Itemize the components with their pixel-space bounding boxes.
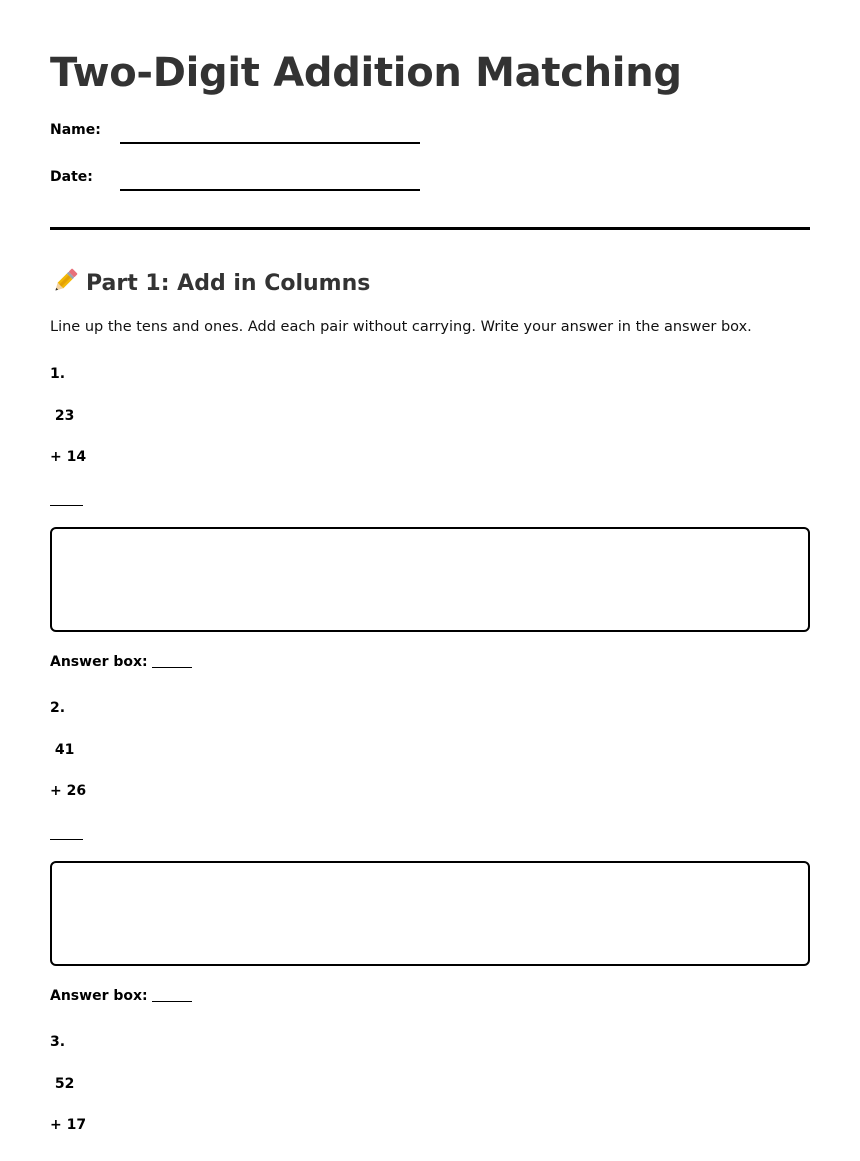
section-title: Part 1: Add in Columns bbox=[86, 271, 371, 296]
answer-box-label bbox=[50, 988, 192, 1004]
pencil-icon bbox=[50, 266, 80, 296]
problem-top-addend: 52 bbox=[50, 1076, 75, 1092]
problem-number: 2. bbox=[50, 700, 66, 716]
problem-top-addend: 23 bbox=[50, 408, 75, 424]
answer-blank[interactable] bbox=[152, 667, 192, 668]
instructions-text: Line up the tens and ones. Add each pair without carrying. Write your answer in the answer box. bbox=[50, 319, 752, 335]
answer-box-text: Answer box: bbox=[50, 654, 148, 670]
name-label: Name: bbox=[50, 122, 101, 138]
sum-line bbox=[50, 839, 83, 840]
problem-number: 3. bbox=[50, 1034, 66, 1050]
work-area-input[interactable] bbox=[50, 861, 810, 966]
answer-box-label bbox=[50, 654, 192, 670]
sum-line bbox=[50, 505, 83, 506]
name-field[interactable] bbox=[120, 142, 420, 144]
problem-bottom-addend: + 14 bbox=[50, 449, 87, 465]
date-field[interactable] bbox=[120, 189, 420, 191]
problem-number: 1. bbox=[50, 366, 66, 382]
answer-blank[interactable] bbox=[152, 1001, 192, 1002]
answer-box-text: Answer box: bbox=[50, 988, 148, 1004]
date-label: Date: bbox=[50, 169, 93, 185]
problem-top-addend: 41 bbox=[50, 742, 75, 758]
date-field-row bbox=[50, 169, 430, 193]
problem-bottom-addend: + 17 bbox=[50, 1117, 87, 1133]
problem-bottom-addend: + 26 bbox=[50, 783, 87, 799]
worksheet-title: Two-Digit Addition Matching bbox=[50, 50, 682, 96]
section-heading bbox=[50, 266, 370, 296]
header-divider bbox=[50, 227, 810, 230]
work-area-input[interactable] bbox=[50, 527, 810, 632]
name-field-row bbox=[50, 122, 430, 146]
